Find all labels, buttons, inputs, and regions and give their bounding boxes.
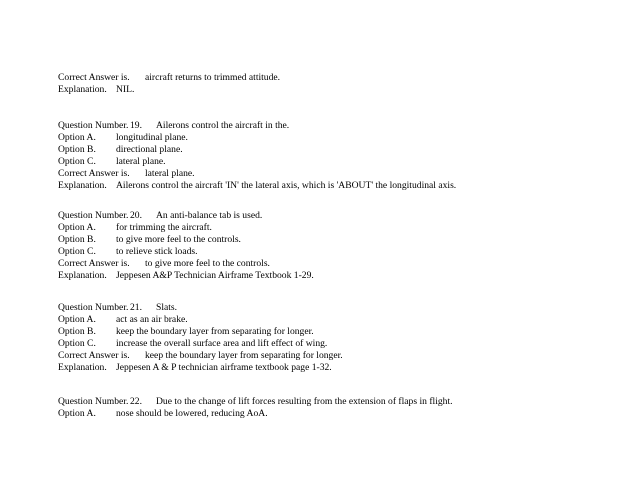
option-text: to relieve stick loads. [116, 246, 198, 257]
option-label: Option A. [58, 132, 96, 143]
option-text: increase the overall surface area and lift effect of wing. [116, 338, 328, 349]
option-text: lateral plane. [116, 156, 166, 167]
correct-answer-text: to give more feel to the controls. [145, 258, 270, 269]
question-label: Question Number. [58, 302, 129, 313]
correct-answer-line [58, 258, 270, 270]
question-label: Question Number. [58, 396, 129, 407]
question-line [58, 120, 289, 132]
explanation-label: Explanation. [58, 180, 107, 191]
explanation-label: Explanation. [58, 362, 107, 373]
option-text: keep the boundary layer from separating for longer. [116, 326, 314, 337]
correct-answer-label: Correct Answer is. [58, 168, 130, 179]
explanation-line [58, 362, 332, 374]
option-text: directional plane. [116, 144, 183, 155]
explanation-text: Jeppesen A & P technician airframe textbook page 1-32. [116, 362, 332, 373]
option-c-line [58, 246, 198, 258]
option-c-line [58, 156, 166, 168]
question-line [58, 302, 177, 314]
option-text: to give more feel to the controls. [116, 234, 241, 245]
correct-answer-line [58, 350, 343, 362]
correct-answer-label: Correct Answer is. [58, 72, 130, 83]
explanation-text: Ailerons control the aircraft 'IN' the lateral axis, which is 'ABOUT' the longitudinal axis. [116, 180, 457, 191]
option-text: nose should be lowered, reducing AoA. [116, 408, 268, 419]
correct-answer-line [58, 72, 280, 84]
option-label: Option B. [58, 144, 96, 155]
question-text: An anti-balance tab is used. [156, 210, 263, 221]
question-number: 20. [130, 210, 142, 221]
question-text: Ailerons control the aircraft in the. [156, 120, 290, 131]
correct-answer-line [58, 168, 195, 180]
question-line [58, 210, 262, 222]
correct-answer-text: aircraft returns to trimmed attitude. [145, 72, 281, 83]
correct-answer-label: Correct Answer is. [58, 350, 130, 361]
question-text: Slats. [156, 302, 178, 313]
option-label: Option C. [58, 246, 96, 257]
explanation-label: Explanation. [58, 84, 107, 95]
question-text: Due to the change of lift forces resulting from the extension of flaps in flight. [156, 396, 453, 407]
option-b-line [58, 234, 241, 246]
explanation-line [58, 270, 314, 282]
option-text: longitudinal plane. [116, 132, 188, 143]
option-a-line [58, 408, 268, 420]
option-label: Option B. [58, 326, 96, 337]
option-label: Option C. [58, 338, 96, 349]
option-a-line [58, 314, 188, 326]
question-number: 19. [130, 120, 142, 131]
option-b-line [58, 326, 314, 338]
option-label: Option B. [58, 234, 96, 245]
correct-answer-text: keep the boundary layer from separating for longer. [145, 350, 343, 361]
explanation-text: NIL. [116, 84, 135, 95]
option-text: for trimming the aircraft. [116, 222, 212, 233]
option-label: Option A. [58, 222, 96, 233]
option-label: Option A. [58, 408, 96, 419]
question-number: 22. [130, 396, 142, 407]
explanation-line [58, 84, 134, 96]
option-b-line [58, 144, 183, 156]
option-a-line [58, 222, 212, 234]
option-c-line [58, 338, 327, 350]
question-number: 21. [130, 302, 142, 313]
explanation-line [58, 180, 456, 192]
question-label: Question Number. [58, 120, 129, 131]
option-label: Option C. [58, 156, 96, 167]
explanation-text: Jeppesen A&P Technician Airframe Textbook 1-29. [116, 270, 314, 281]
correct-answer-text: lateral plane. [145, 168, 195, 179]
question-label: Question Number. [58, 210, 129, 221]
option-label: Option A. [58, 314, 96, 325]
explanation-label: Explanation. [58, 270, 107, 281]
correct-answer-label: Correct Answer is. [58, 258, 130, 269]
option-a-line [58, 132, 188, 144]
option-text: act as an air brake. [116, 314, 188, 325]
question-line [58, 396, 453, 408]
